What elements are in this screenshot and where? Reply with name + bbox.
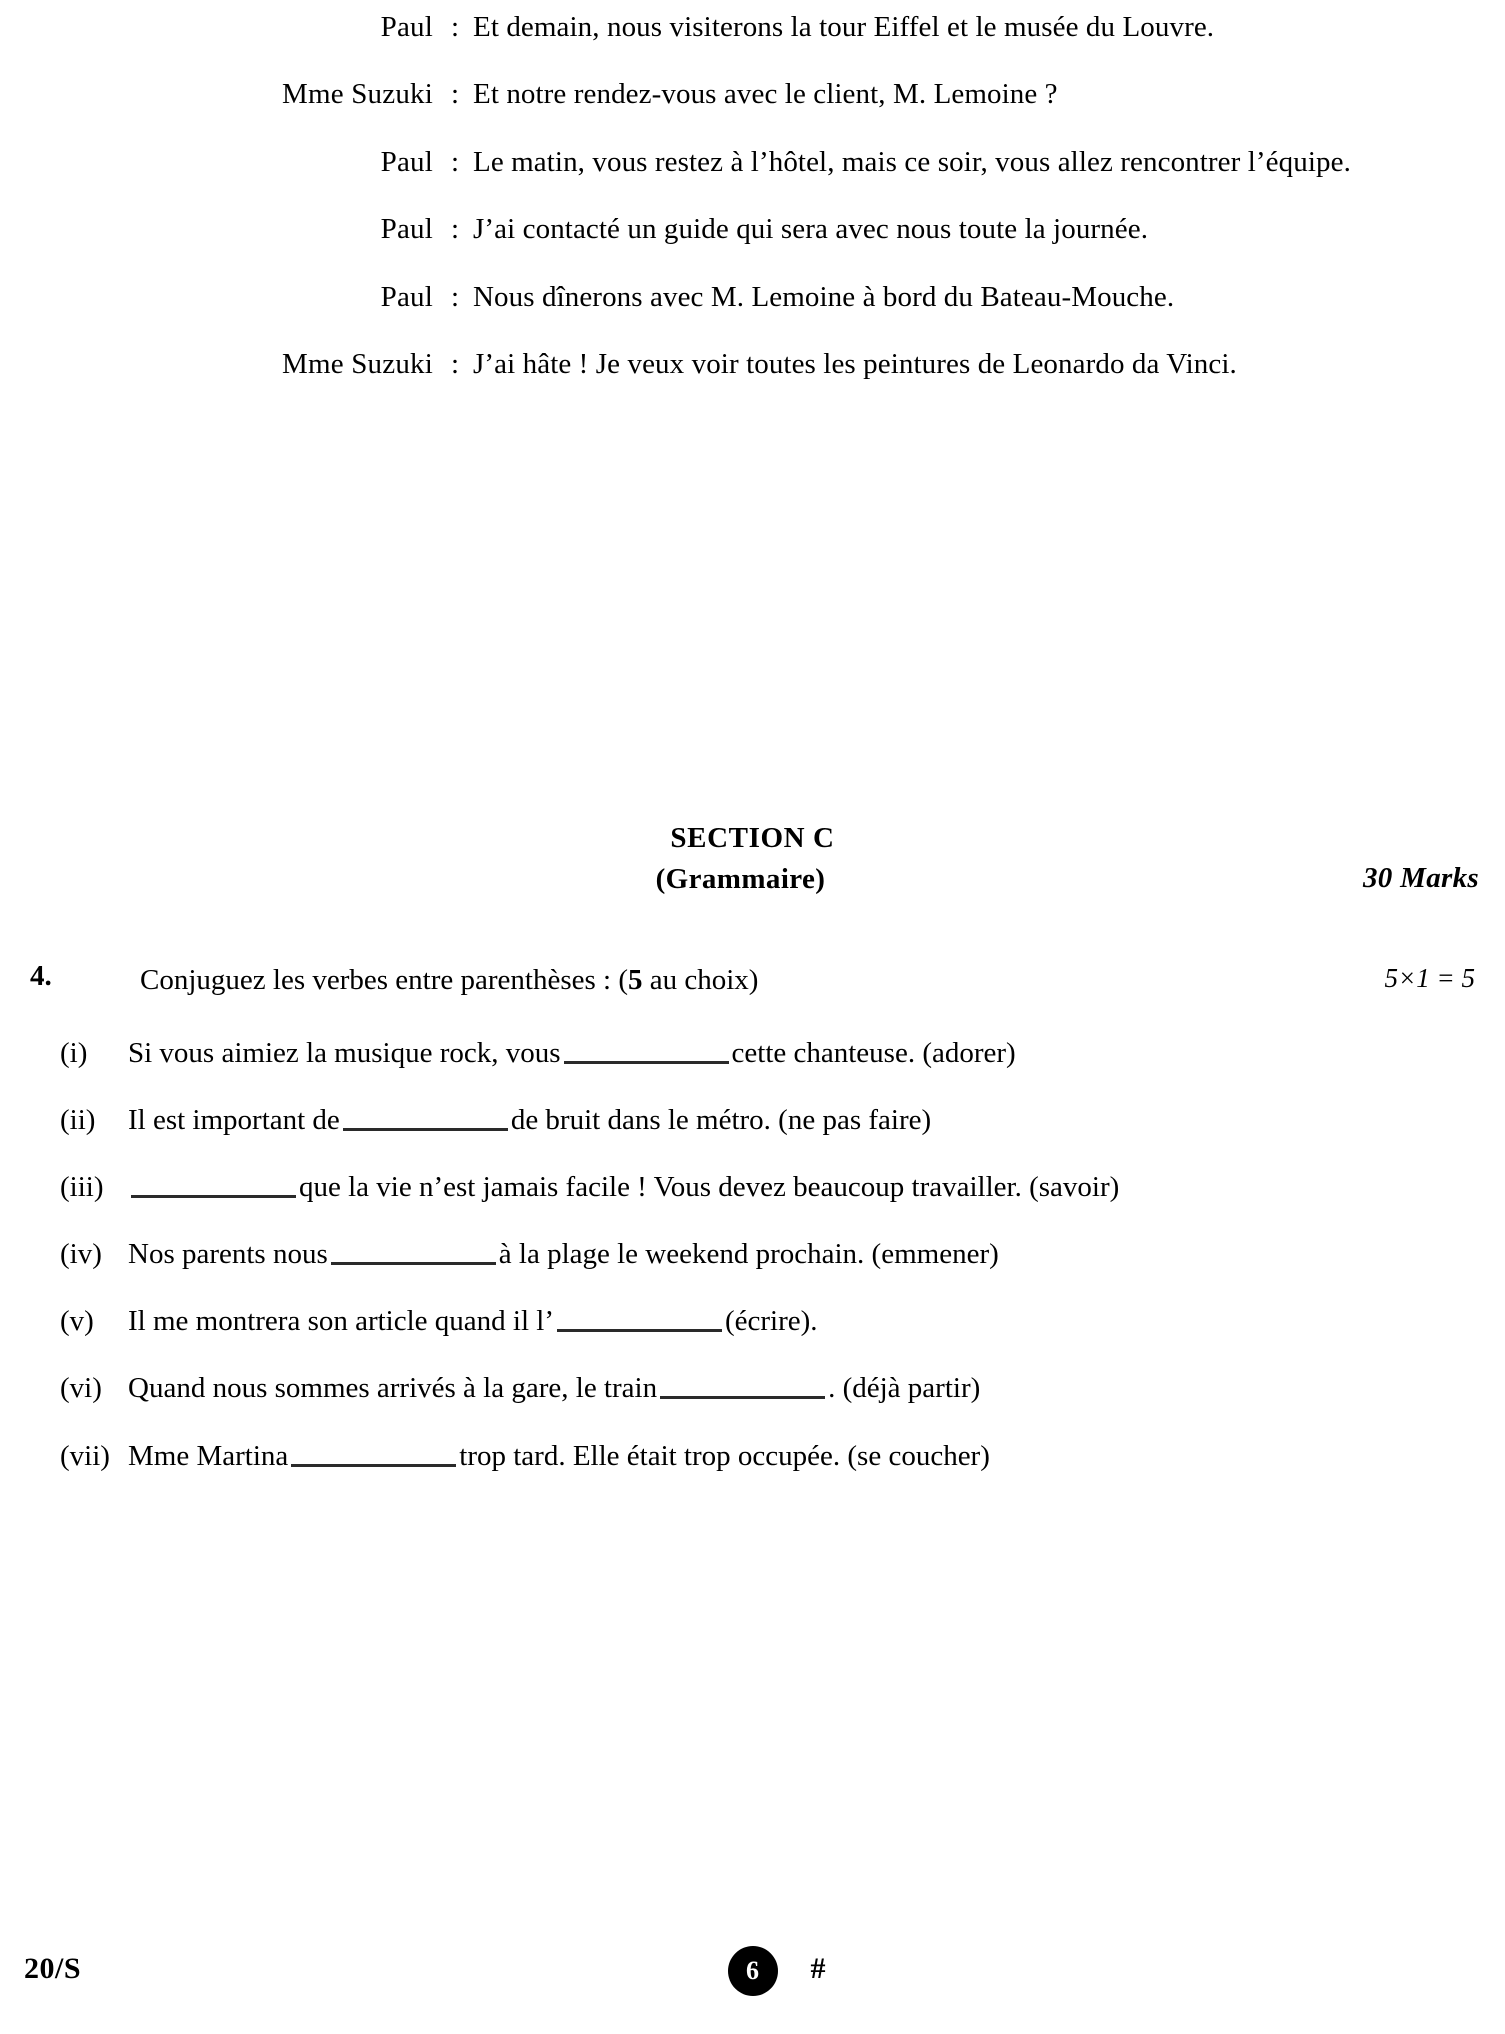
item-label: (vi) [60, 1372, 102, 1405]
answer-blank[interactable] [557, 1307, 722, 1332]
question-header [0, 960, 1505, 1001]
question-item [0, 1368, 1505, 1409]
dialogue-speaker: Mme Suzuki [281, 348, 433, 381]
dialogue-line [238, 75, 1398, 114]
item-label: (vii) [60, 1439, 110, 1472]
dialogue-speaker: Paul [380, 213, 433, 246]
item-text [128, 1100, 1467, 1141]
section-marks: 30 Marks [1362, 862, 1479, 894]
dialogue-text: Et notre rendez-vous avec le client, M. Lemoine ? [473, 78, 1058, 111]
item-text [128, 1436, 1467, 1477]
item-text [128, 1301, 1467, 1342]
item-text-before: Il me montrera son article quand il l’ [128, 1305, 554, 1338]
item-text-before: Si vous aimiez la musique rock, vous [128, 1036, 561, 1069]
question-number: 4. [30, 960, 52, 992]
item-label: (i) [60, 1036, 88, 1069]
dialogue-line [238, 345, 1398, 384]
dialogue-line [238, 278, 1398, 317]
question-item [0, 1033, 1505, 1074]
dialogue-colon: : [451, 145, 460, 178]
question-items [0, 1033, 1505, 1477]
item-text [128, 1167, 1467, 1208]
answer-blank[interactable] [343, 1106, 508, 1131]
item-text [128, 1234, 1467, 1275]
item-text [128, 1033, 1467, 1074]
answer-blank[interactable] [131, 1173, 296, 1198]
item-text-after: (écrire). [725, 1305, 818, 1338]
item-text [128, 1368, 1467, 1409]
dialogue-line [238, 8, 1398, 47]
question-item [0, 1100, 1505, 1141]
answer-blank[interactable] [660, 1374, 825, 1399]
item-text-after: de bruit dans le métro. (ne pas faire) [510, 1103, 932, 1136]
dialogue-colon: : [451, 280, 460, 313]
question-prompt-count: 5 [628, 964, 643, 996]
question-item [0, 1167, 1505, 1208]
dialogue-colon: : [451, 11, 460, 43]
dialogue-text: Le matin, vous restez à l’hôtel, mais ce soir, vous allez rencontrer l’équipe. [473, 145, 1351, 178]
answer-blank[interactable] [291, 1442, 456, 1467]
dialogue-speaker: Paul [380, 11, 433, 43]
dialogue-colon: : [451, 78, 460, 111]
item-text-after: à la plage le weekend prochain. (emmener) [498, 1238, 999, 1271]
dialogue-speaker: Mme Suzuki [281, 78, 433, 111]
section-title: SECTION C [670, 822, 835, 854]
dialogue-speaker: Paul [380, 145, 433, 178]
item-text-before: Mme Martina [128, 1439, 289, 1472]
item-text-after: cette chanteuse. (adorer) [731, 1036, 1016, 1069]
question-prompt-before: Conjuguez les verbes entre parenthèses : ( [140, 964, 628, 996]
item-label: (ii) [60, 1103, 96, 1136]
item-label: (v) [60, 1305, 94, 1338]
hash-icon: # [810, 1952, 826, 1985]
question-prompt [140, 960, 1475, 1001]
answer-blank[interactable] [564, 1039, 729, 1064]
item-text-before: Il est important de [128, 1103, 340, 1136]
dialogue-colon: : [451, 348, 460, 381]
dialogue-line [238, 210, 1398, 249]
dialogue-text: J’ai hâte ! Je veux voir toutes les peintures de Leonardo da Vinci. [473, 348, 1237, 381]
item-label: (iii) [60, 1170, 104, 1203]
question-item [0, 1301, 1505, 1342]
item-text-before: Nos parents nous [128, 1238, 328, 1271]
item-text-after: . (déjà partir) [828, 1372, 981, 1405]
dialogue-text: J’ai contacté un guide qui sera avec nous toute la journée. [473, 213, 1149, 246]
answer-blank[interactable] [331, 1240, 496, 1265]
item-label: (iv) [60, 1238, 102, 1271]
question-prompt-after: au choix) [642, 964, 759, 996]
item-text-before: Quand nous sommes arrivés à la gare, le train [128, 1372, 658, 1405]
dialogue-speaker: Paul [380, 280, 433, 313]
question-item [0, 1436, 1505, 1477]
item-text-after: trop tard. Elle était trop occupée. (se coucher) [459, 1439, 990, 1472]
page-footer [0, 1946, 1505, 2016]
item-text-after: que la vie n’est jamais facile ! Vous devez beaucoup travailler. (savoir) [299, 1170, 1120, 1203]
question-item [0, 1234, 1505, 1275]
question-block [0, 960, 1505, 1503]
dialogue-text: Et demain, nous visiterons la tour Eiffel et le musée du Louvre. [473, 11, 1215, 43]
section-subtitle: (Grammaire) [655, 863, 826, 896]
dialogue-text: Nous dînerons avec M. Lemoine à bord du Bateau-Mouche. [473, 280, 1175, 313]
dialogue-colon: : [451, 213, 460, 246]
question-marks: 5×1 = 5 [1384, 963, 1475, 993]
paper-code: 20/S [24, 1952, 82, 1985]
section-heading [0, 818, 1505, 900]
dialogue-line [238, 143, 1398, 182]
dialogue-block [238, 8, 1398, 413]
page-number-badge: 6 [728, 1946, 778, 1996]
